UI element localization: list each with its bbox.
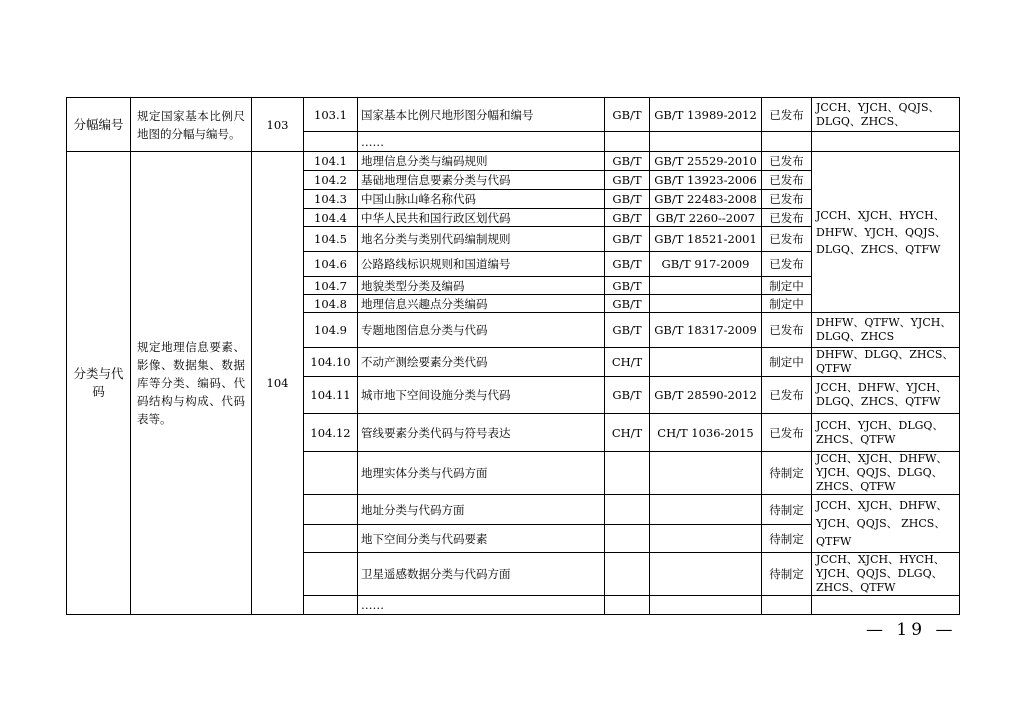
item-number: 104.1	[304, 152, 358, 171]
standard-type	[605, 495, 650, 525]
status-cell: 待制定	[762, 495, 812, 525]
standard-code	[650, 132, 762, 152]
standard-code	[650, 452, 762, 495]
table-row	[67, 152, 960, 171]
standard-code: GB/T 2260--2007	[650, 209, 762, 227]
status-cell: 已发布	[762, 152, 812, 171]
publisher-cell: JCCH、XJCH、HYCH、YJCH、QQJS、DLGQ、ZHCS、QTFW	[812, 553, 960, 596]
standard-type	[605, 525, 650, 553]
standard-name: 专题地图信息分类与代码	[358, 313, 605, 348]
publisher-cell	[812, 596, 960, 615]
status-cell: 已发布	[762, 377, 812, 414]
publisher-cell: JCCH、YJCH、DLGQ、ZHCS、QTFW	[812, 414, 960, 452]
standard-code	[650, 348, 762, 377]
item-number: 104.8	[304, 295, 358, 313]
standard-type: GB/T	[605, 313, 650, 348]
standard-code: GB/T 917-2009	[650, 252, 762, 277]
standard-type: CH/T	[605, 348, 650, 377]
standard-code: GB/T 18521-2001	[650, 227, 762, 252]
standard-code	[650, 277, 762, 295]
standard-type: GB/T	[605, 295, 650, 313]
standard-name: 地理信息分类与编码规则	[358, 152, 605, 171]
standard-code: GB/T 18317-2009	[650, 313, 762, 348]
item-number	[304, 495, 358, 525]
item-number	[304, 596, 358, 615]
standard-type: GB/T	[605, 209, 650, 227]
standard-code: GB/T 13989-2012	[650, 98, 762, 132]
status-cell: 已发布	[762, 171, 812, 190]
item-number: 104.5	[304, 227, 358, 252]
publisher-cell: JCCH、XJCH、HYCH、DHFW、YJCH、QQJS、DLGQ、ZHCS、QTFW	[812, 152, 960, 313]
item-number	[304, 452, 358, 495]
status-cell: 已发布	[762, 190, 812, 209]
standard-type	[605, 596, 650, 615]
page-number: — 19 —	[866, 620, 957, 640]
publisher-cell: JCCH、YJCH、QQJS、DLGQ、ZHCS、	[812, 98, 960, 132]
standard-type: GB/T	[605, 252, 650, 277]
standard-code: CH/T 1036-2015	[650, 414, 762, 452]
status-cell: 制定中	[762, 277, 812, 295]
standard-code	[650, 596, 762, 615]
table-row	[67, 98, 960, 132]
standard-type: GB/T	[605, 277, 650, 295]
standard-name: 地址分类与代码方面	[358, 495, 605, 525]
standard-code: GB/T 28590-2012	[650, 377, 762, 414]
standard-code	[650, 525, 762, 553]
standard-type	[605, 452, 650, 495]
status-cell: 待制定	[762, 553, 812, 596]
publisher-cell: DHFW、QTFW、YJCH、DLGQ、ZHCS	[812, 313, 960, 348]
standard-name: 国家基本比例尺地形图分幅和编号	[358, 98, 605, 132]
status-cell: 已发布	[762, 227, 812, 252]
status-cell: 待制定	[762, 525, 812, 553]
standard-type: GB/T	[605, 377, 650, 414]
standard-name: 卫星遥感数据分类与代码方面	[358, 553, 605, 596]
item-number	[304, 525, 358, 553]
standard-name: 公路路线标识规则和国道编号	[358, 252, 605, 277]
standard-name: 地理实体分类与代码方面	[358, 452, 605, 495]
item-number: 104.9	[304, 313, 358, 348]
standard-type	[605, 553, 650, 596]
item-number: 104.12	[304, 414, 358, 452]
item-number	[304, 132, 358, 152]
item-number: 104.3	[304, 190, 358, 209]
status-cell	[762, 132, 812, 152]
status-cell: 已发布	[762, 313, 812, 348]
standard-type: GB/T	[605, 152, 650, 171]
item-number: 104.7	[304, 277, 358, 295]
standard-name: 基础地理信息要素分类与代码	[358, 171, 605, 190]
standard-type: GB/T	[605, 171, 650, 190]
ellipsis-cell: ……	[358, 132, 605, 152]
standard-name: 城市地下空间设施分类与代码	[358, 377, 605, 414]
code-cell: 104	[252, 152, 304, 615]
standards-table	[66, 97, 960, 615]
standard-name: 地下空间分类与代码要素	[358, 525, 605, 553]
item-number: 104.10	[304, 348, 358, 377]
status-cell: 已发布	[762, 252, 812, 277]
standard-name: 地貌类型分类及编码	[358, 277, 605, 295]
item-number: 104.6	[304, 252, 358, 277]
code-cell: 103	[252, 98, 304, 152]
item-number	[304, 553, 358, 596]
item-number: 104.11	[304, 377, 358, 414]
standard-code: GB/T 13923-2006	[650, 171, 762, 190]
standard-type: GB/T	[605, 98, 650, 132]
standard-name: 中华人民共和国行政区划代码	[358, 209, 605, 227]
status-cell	[762, 596, 812, 615]
description-cell: 规定地理信息要素、影像、数据集、数据库等分类、编码、代码结构与构成、代码表等。	[131, 152, 252, 615]
standard-name: 地名分类与类别代码编制规则	[358, 227, 605, 252]
item-number: 104.2	[304, 171, 358, 190]
item-number: 104.4	[304, 209, 358, 227]
status-cell: 制定中	[762, 348, 812, 377]
status-cell: 已发布	[762, 98, 812, 132]
standard-type: GB/T	[605, 227, 650, 252]
status-cell: 制定中	[762, 295, 812, 313]
standard-code: GB/T 22483-2008	[650, 190, 762, 209]
standard-name: 管线要素分类代码与符号表达	[358, 414, 605, 452]
publisher-cell: JCCH、DHFW、YJCH、DLGQ、ZHCS、QTFW	[812, 377, 960, 414]
standard-code	[650, 553, 762, 596]
publisher-cell: JCCH、XJCH、DHFW、YJCH、QQJS、DLGQ、ZHCS、QTFW	[812, 452, 960, 495]
standard-code: GB/T 25529-2010	[650, 152, 762, 171]
standard-type: CH/T	[605, 414, 650, 452]
standard-code	[650, 495, 762, 525]
standard-name: 地理信息兴趣点分类编码	[358, 295, 605, 313]
standard-code	[650, 295, 762, 313]
publisher-cell: DHFW、DLGQ、ZHCS、QTFW	[812, 348, 960, 377]
item-number: 103.1	[304, 98, 358, 132]
ellipsis-cell: ……	[358, 596, 605, 615]
category-cell: 分类与代码	[67, 152, 131, 615]
description-cell: 规定国家基本比例尺地图的分幅与编号。	[131, 98, 252, 152]
standard-type	[605, 132, 650, 152]
standard-type: GB/T	[605, 190, 650, 209]
category-cell: 分幅编号	[67, 98, 131, 152]
status-cell: 待制定	[762, 452, 812, 495]
status-cell: 已发布	[762, 209, 812, 227]
standard-name: 不动产测绘要素分类代码	[358, 348, 605, 377]
status-cell: 已发布	[762, 414, 812, 452]
standard-name: 中国山脉山峰名称代码	[358, 190, 605, 209]
publisher-cell	[812, 132, 960, 152]
publisher-cell: JCCH、XJCH、DHFW、YJCH、QQJS、 ZHCS、 QTFW	[812, 495, 960, 553]
